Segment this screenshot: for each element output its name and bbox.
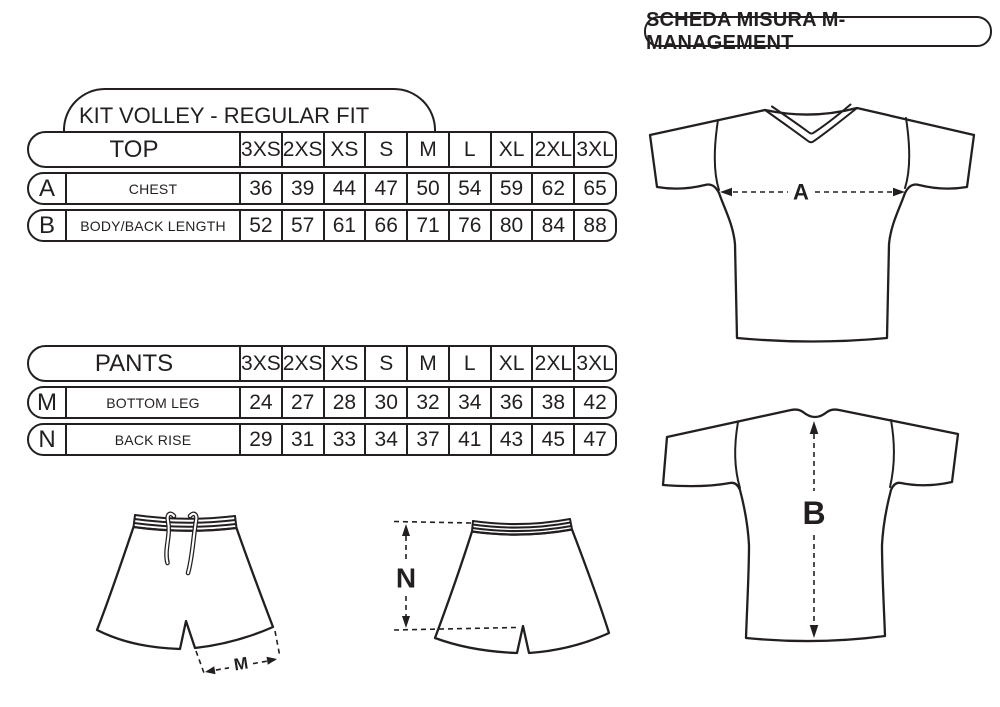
- cell-value: 47: [364, 174, 406, 203]
- cell-value: 65: [573, 174, 615, 203]
- cell-value: 36: [490, 388, 532, 417]
- size-col-header: 3XS: [239, 133, 281, 166]
- shorts-back-diagram: [383, 503, 628, 693]
- shirt-front-diagram: [645, 92, 980, 350]
- size-col-header: 2XL: [531, 347, 573, 380]
- cell-value: 57: [281, 211, 323, 240]
- row-label: CHEST: [65, 174, 239, 203]
- cell-value: 80: [490, 211, 532, 240]
- shorts-back-outline: [435, 530, 609, 654]
- cell-value: 71: [406, 211, 448, 240]
- size-col-header: XL: [490, 347, 532, 380]
- size-col-header: XL: [490, 133, 532, 166]
- measure-label-a: A: [793, 179, 809, 205]
- size-col-header: L: [448, 133, 490, 166]
- size-col-header: 3XS: [239, 347, 281, 380]
- body-length-row: [27, 209, 617, 242]
- measure-label-n: N: [395, 562, 417, 594]
- cell-value: 66: [364, 211, 406, 240]
- size-col-header: M: [406, 133, 448, 166]
- row-letter: A: [38, 174, 55, 202]
- cell-value: 76: [448, 211, 490, 240]
- row-label: BACK RISE: [65, 425, 239, 454]
- arrowhead-down: [402, 616, 410, 628]
- top-table-title: TOP: [109, 135, 159, 163]
- size-col-header: S: [364, 133, 406, 166]
- pants-table-header-row: [27, 345, 617, 382]
- size-col-header: XS: [323, 347, 365, 380]
- top-table-header-row: [27, 131, 617, 168]
- cell-value: 52: [239, 211, 281, 240]
- size-col-header: M: [406, 347, 448, 380]
- sheet-title-box: [644, 8, 992, 54]
- pants-size-table: [27, 345, 617, 460]
- shirt-back-diagram: [645, 393, 980, 668]
- cell-value: 39: [281, 174, 323, 203]
- pants-table-title: PANTS: [94, 349, 174, 377]
- cell-value: 45: [531, 425, 573, 454]
- back-rise-row: [27, 423, 617, 456]
- row-label: BODY/BACK LENGTH: [65, 211, 239, 240]
- cell-value: 29: [239, 425, 281, 454]
- arrowhead-left: [205, 666, 216, 674]
- measure-label-b: B: [802, 495, 826, 531]
- shorts-front-outline: [97, 527, 273, 649]
- cell-value: 44: [323, 174, 365, 203]
- arrowhead-up: [402, 524, 410, 536]
- cell-value: 84: [531, 211, 573, 240]
- size-col-header: XS: [323, 133, 365, 166]
- kit-volley-label: KIT VOLLEY - REGULAR FIT: [79, 103, 370, 128]
- size-col-header: 2XS: [281, 133, 323, 166]
- size-col-header: 3XL: [573, 347, 615, 380]
- row-letter: M: [37, 388, 57, 416]
- shorts-front-diagram: [93, 505, 298, 700]
- cell-value: 31: [281, 425, 323, 454]
- size-col-header: 3XL: [573, 133, 615, 166]
- cell-value: 88: [573, 211, 615, 240]
- cell-value: 61: [323, 211, 365, 240]
- cell-value: 37: [406, 425, 448, 454]
- row-letter: N: [38, 425, 56, 453]
- cell-value: 42: [573, 388, 615, 417]
- cell-value: 62: [531, 174, 573, 203]
- cell-value: 30: [364, 388, 406, 417]
- cell-value: 28: [323, 388, 365, 417]
- cell-value: 50: [406, 174, 448, 203]
- cell-value: 33: [323, 425, 365, 454]
- row-label: BOTTOM LEG: [65, 388, 239, 417]
- measure-label-m: M: [232, 653, 250, 675]
- cell-value: 43: [490, 425, 532, 454]
- bottom-leg-row: [27, 386, 617, 419]
- arrowhead-right: [267, 657, 278, 665]
- cell-value: 34: [364, 425, 406, 454]
- cell-value: 47: [573, 425, 615, 454]
- cell-value: 38: [531, 388, 573, 417]
- chest-row: [27, 172, 617, 205]
- cell-value: 54: [448, 174, 490, 203]
- cell-value: 32: [406, 388, 448, 417]
- sheet-title: SCHEDA MISURA M-MANAGEMENT: [646, 8, 846, 54]
- cell-value: 41: [448, 425, 490, 454]
- cell-value: 27: [281, 388, 323, 417]
- cell-value: 36: [239, 174, 281, 203]
- cell-value: 24: [239, 388, 281, 417]
- size-col-header: 2XS: [281, 347, 323, 380]
- size-col-header: 2XL: [531, 133, 573, 166]
- size-col-header: L: [448, 347, 490, 380]
- size-col-header: S: [364, 347, 406, 380]
- cell-value: 59: [490, 174, 532, 203]
- top-size-table: [27, 131, 617, 246]
- row-letter: B: [38, 211, 55, 239]
- cell-value: 34: [448, 388, 490, 417]
